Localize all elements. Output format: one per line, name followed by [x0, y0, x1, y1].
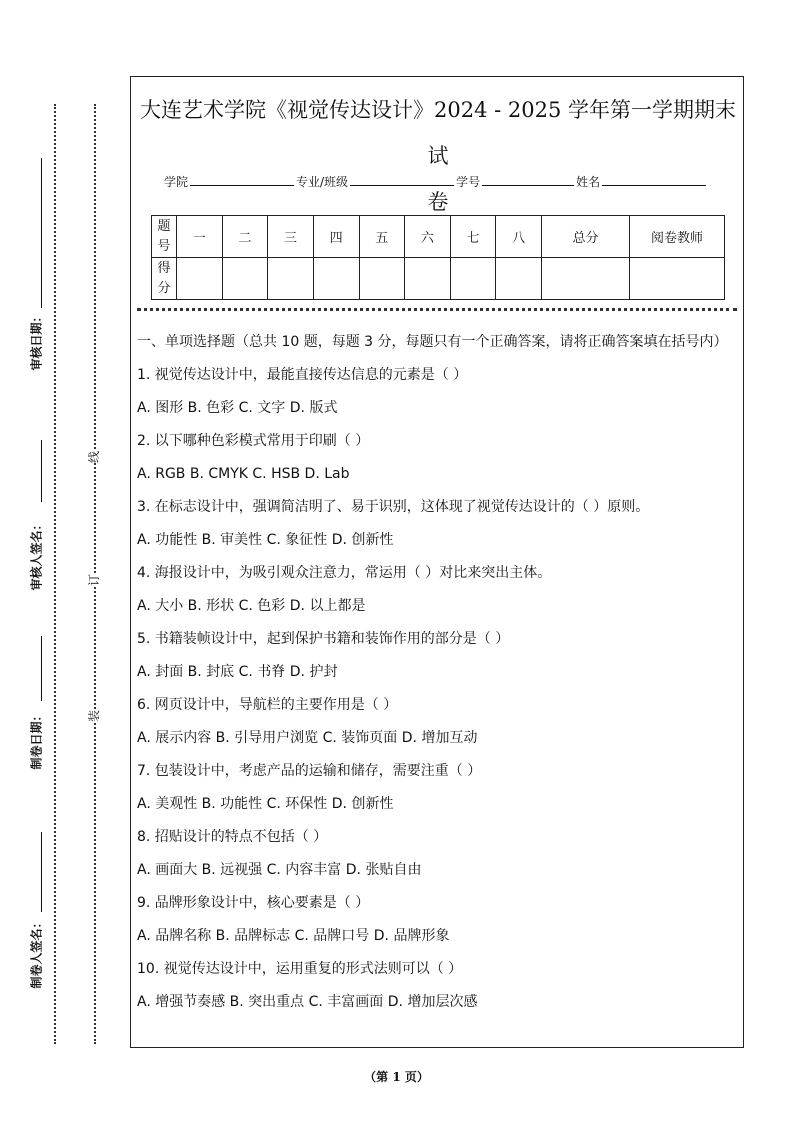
exam-title: [131, 87, 745, 225]
maker-sign-label: 制卷人签名：: [29, 916, 44, 989]
major-input[interactable]: [350, 173, 454, 186]
score-cell[interactable]: [630, 258, 725, 300]
question-text: 1. 视觉传达设计中，最能直接传达信息的元素是（ ）: [137, 367, 468, 383]
major-label: 专业/班级: [296, 175, 349, 189]
score-col-5: 五: [359, 216, 405, 258]
question-text: 10. 视觉传达设计中，运用重复的形式法则可以（ ）: [137, 961, 463, 977]
score-table-score-row: [152, 258, 725, 300]
question-text: 6. 网页设计中，导航栏的主要作用是（ ）: [137, 697, 398, 713]
question-options: A. 品牌名称 B. 品牌标志 C. 品牌口号 D. 品牌形象: [137, 928, 450, 944]
section-title: 一、单项选择题（总共 10 题，每题 3 分，每题只有一个正确答案，请将正确答案填在括号内）: [137, 334, 728, 350]
binding-char-zhuang: 装: [87, 709, 102, 723]
student-info-fields: [164, 173, 708, 190]
page-number: （第 1 页）: [364, 1070, 429, 1084]
score-col-2: 二: [222, 216, 268, 258]
header-separator: [137, 308, 737, 311]
score-cell[interactable]: [268, 258, 314, 300]
maker-sign-line: [41, 832, 42, 912]
reviewer-date-line: [41, 158, 42, 308]
exam-title-line1: 大连艺术学院《视觉传达设计》2024 - 2025 学年第一学期期末试: [139, 98, 736, 168]
question-text: 3. 在标志设计中，强调简洁明了、易于识别，这体现了视觉传达设计的（ ）原则。: [137, 499, 650, 515]
question-options: A. 展示内容 B. 引导用户浏览 C. 装饰页面 D. 增加互动: [137, 730, 478, 746]
binding-char-line: 线: [87, 450, 102, 464]
score-col-3: 三: [268, 216, 314, 258]
question-text: 2. 以下哪种色彩模式常用于印刷（ ）: [137, 433, 370, 449]
student-id-label: 学号: [456, 175, 481, 189]
score-cell[interactable]: [222, 258, 268, 300]
maker-date-line: [41, 636, 42, 701]
maker-date-label: 制卷日期：: [29, 709, 44, 770]
question-options: A. 增强节奏感 B. 突出重点 C. 丰富画面 D. 增加层次感: [137, 994, 478, 1010]
score-table: [151, 215, 725, 300]
score-cell[interactable]: [405, 258, 451, 300]
score-cell[interactable]: [450, 258, 496, 300]
college-input[interactable]: [190, 173, 294, 186]
score-col-8: 八: [496, 216, 542, 258]
reviewer-date-label: 审核日期：: [29, 310, 44, 371]
question-options: A. 大小 B. 形状 C. 色彩 D. 以上都是: [137, 598, 366, 614]
score-col-grader: 阅卷教师: [630, 216, 725, 258]
score-col-7: 七: [450, 216, 496, 258]
score-cell[interactable]: [177, 258, 223, 300]
score-cell[interactable]: [313, 258, 359, 300]
binding-dotted-line: [54, 104, 56, 1044]
score-cell[interactable]: [542, 258, 630, 300]
exam-frame: [130, 76, 744, 1048]
score-table-header-row: [152, 216, 725, 258]
question-options: A. 美观性 B. 功能性 C. 环保性 D. 创新性: [137, 796, 394, 812]
score-cell[interactable]: [496, 258, 542, 300]
name-input[interactable]: [602, 173, 706, 186]
score-col-total: 总分: [542, 216, 630, 258]
question-text: 7. 包装设计中，考虑产品的运输和储存，需要注重（ ）: [137, 763, 482, 779]
question-text: 8. 招贴设计的特点不包括（ ）: [137, 829, 328, 845]
question-text: 9. 品牌形象设计中，核心要素是（ ）: [137, 895, 370, 911]
reviewer-sign-line: [41, 440, 42, 502]
reviewer-sign-label: 审核人签名：: [29, 518, 44, 591]
exam-title-line2: 卷: [427, 190, 449, 214]
student-id-input[interactable]: [482, 173, 574, 186]
score-cell[interactable]: [359, 258, 405, 300]
question-options: A. 画面大 B. 远视强 C. 内容丰富 D. 张贴自由: [137, 862, 422, 878]
score-col-4: 四: [313, 216, 359, 258]
question-options: A. RGB B. CMYK C. HSB D. Lab: [137, 466, 350, 482]
binding-char-ding: 订: [87, 573, 102, 587]
question-options: A. 图形 B. 色彩 C. 文字 D. 版式: [137, 400, 338, 416]
score-col-1: 一: [177, 216, 223, 258]
score-col-6: 六: [405, 216, 451, 258]
question-text: 5. 书籍装帧设计中，起到保护书籍和装饰作用的部分是（ ）: [137, 631, 510, 647]
question-options: A. 功能性 B. 审美性 C. 象征性 D. 创新性: [137, 532, 394, 548]
score-table-row2-head: 得分: [152, 258, 177, 300]
question-section: [137, 331, 737, 1019]
question-options: A. 封面 B. 封底 C. 书脊 D. 护封: [137, 664, 338, 680]
question-text: 4. 海报设计中，为吸引观众注意力，常运用（ ）对比来突出主体。: [137, 565, 552, 581]
score-table-row1-head: 题号: [152, 216, 177, 258]
college-label: 学院: [164, 175, 189, 189]
name-label: 姓名: [576, 175, 601, 189]
